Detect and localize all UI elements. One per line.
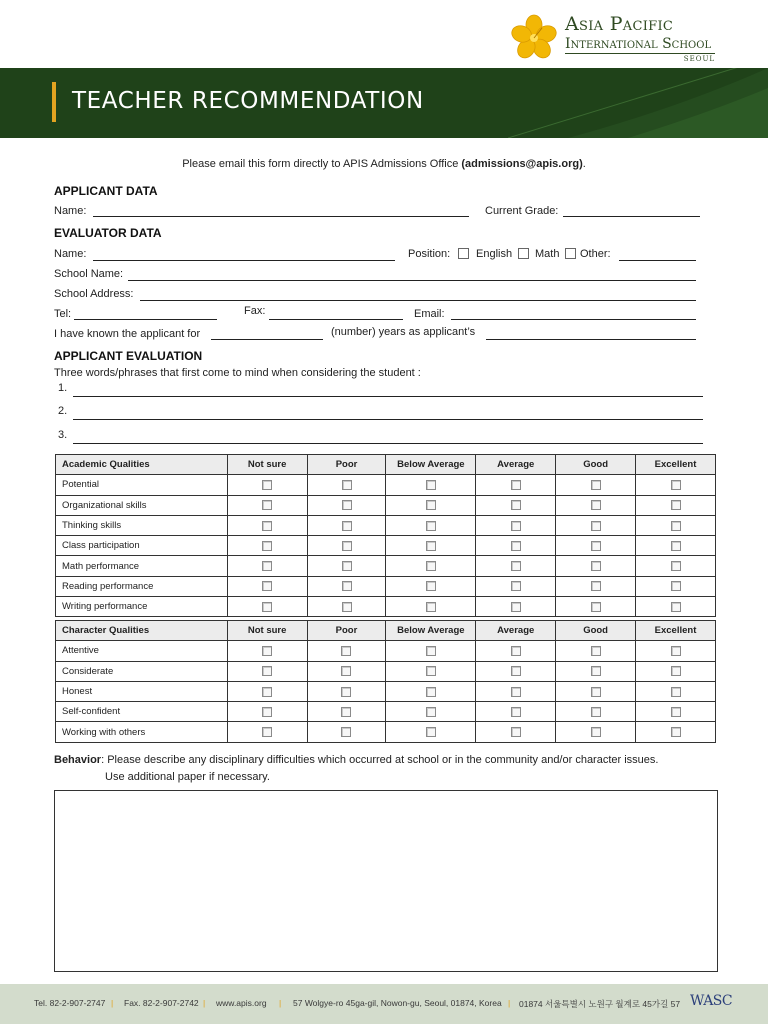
rating-cell <box>636 576 716 596</box>
position-english-label: English <box>476 248 513 260</box>
behavior-instructions <box>54 752 658 786</box>
rating-cell <box>227 641 307 661</box>
rating-checkbox-reading-performance-below-average[interactable] <box>426 581 436 591</box>
rating-cell <box>307 702 386 722</box>
behavior-text: : Please describe any disciplinary difficulties which occurred at school or in the community and/or character issues. <box>101 754 659 766</box>
rating-checkbox-class-participation-excellent[interactable] <box>671 541 681 551</box>
school-name-label: School Name: <box>54 268 124 280</box>
email-label: Email: <box>414 308 445 320</box>
logo-line1: Asia Pacific <box>565 13 674 35</box>
known-applicant-label: I have known the applicant for <box>54 328 201 340</box>
character-qualities-header: Character Qualities <box>56 621 228 641</box>
rating-checkbox-class-participation-good[interactable] <box>591 541 601 551</box>
rating-checkbox-organizational-skills-below-average[interactable] <box>426 500 436 510</box>
intro-end: . <box>582 158 586 170</box>
rating-cell <box>476 495 556 515</box>
rating-cell <box>307 536 386 556</box>
rating-checkbox-potential-below-average[interactable] <box>426 480 436 490</box>
rating-cell <box>386 556 476 576</box>
rating-checkbox-class-participation-below-average[interactable] <box>426 541 436 551</box>
position-english-checkbox[interactable] <box>458 248 469 259</box>
rating-cell <box>227 495 307 515</box>
academic-header-row <box>56 455 716 475</box>
applicant-name-label: Name: <box>54 205 87 217</box>
rating-cell <box>556 576 636 596</box>
column-header-excellent: Excellent <box>636 455 716 475</box>
column-header-poor: Poor <box>307 455 386 475</box>
phrase-3-field[interactable] <box>73 443 703 444</box>
table-row <box>56 597 716 617</box>
quality-label: Class participation <box>56 536 228 556</box>
rating-cell <box>476 641 556 661</box>
banner-accent-bar <box>52 82 56 122</box>
phrase-2-field[interactable] <box>73 419 703 420</box>
rating-cell <box>636 661 716 681</box>
rating-checkbox-potential-average[interactable] <box>511 480 521 490</box>
table-row <box>56 661 716 681</box>
rating-checkbox-reading-performance-excellent[interactable] <box>671 581 681 591</box>
column-header-below-average: Below Average <box>386 621 476 641</box>
years-known-field[interactable] <box>211 339 323 340</box>
rating-cell <box>386 681 476 701</box>
rating-cell <box>636 515 716 535</box>
rating-cell <box>386 597 476 617</box>
intro-sentence: Please email this form directly to APIS Admissions Office <box>182 158 462 170</box>
admissions-email[interactable]: (admissions@apis.org) <box>461 158 583 170</box>
rating-checkbox-organizational-skills-excellent[interactable] <box>671 500 681 510</box>
table-row <box>56 556 716 576</box>
logo-line2: International School <box>565 36 715 54</box>
rating-cell <box>386 702 476 722</box>
rating-checkbox-honest-poor[interactable] <box>341 687 351 697</box>
rating-checkbox-thinking-skills-average[interactable] <box>511 521 521 531</box>
rating-cell <box>636 681 716 701</box>
table-row <box>56 495 716 515</box>
rating-cell <box>556 475 636 495</box>
applicant-name-field[interactable] <box>93 216 469 217</box>
school-address-label: School Address: <box>54 288 134 300</box>
fax-field[interactable] <box>269 319 403 320</box>
rating-checkbox-attentive-excellent[interactable] <box>671 646 681 656</box>
rating-cell <box>227 597 307 617</box>
rating-cell <box>476 515 556 535</box>
applicant-data-heading: APPLICANT DATA <box>54 184 158 198</box>
rating-checkbox-thinking-skills-excellent[interactable] <box>671 521 681 531</box>
rating-checkbox-working-with-others-excellent[interactable] <box>671 727 681 737</box>
rating-checkbox-thinking-skills-below-average[interactable] <box>426 521 436 531</box>
rating-checkbox-organizational-skills-good[interactable] <box>591 500 601 510</box>
rating-cell <box>227 536 307 556</box>
rating-cell <box>386 475 476 495</box>
rating-checkbox-self-confident-poor[interactable] <box>341 707 351 717</box>
rating-cell <box>476 475 556 495</box>
phrase-number-1: 1. <box>58 382 68 394</box>
rating-cell <box>636 722 716 742</box>
email-field[interactable] <box>451 319 696 320</box>
rating-cell <box>386 641 476 661</box>
quality-label: Working with others <box>56 722 228 742</box>
rating-checkbox-attentive-not-sure[interactable] <box>262 646 272 656</box>
rating-checkbox-self-confident-below-average[interactable] <box>426 707 436 717</box>
rating-cell <box>476 702 556 722</box>
rating-cell <box>227 722 307 742</box>
school-name-field[interactable] <box>128 280 696 281</box>
footer <box>0 984 768 1024</box>
rating-cell <box>227 475 307 495</box>
rating-checkbox-math-performance-below-average[interactable] <box>426 561 436 571</box>
rating-checkbox-working-with-others-poor[interactable] <box>341 727 351 737</box>
rating-checkbox-writing-performance-not-sure[interactable] <box>262 602 272 612</box>
character-qualities-table <box>55 620 716 743</box>
position-math-label: Math <box>535 248 560 260</box>
footer-separator: | <box>279 998 282 1008</box>
rating-checkbox-attentive-average[interactable] <box>511 646 521 656</box>
rating-checkbox-potential-poor[interactable] <box>342 480 352 490</box>
evaluator-name-label: Name: <box>54 248 87 260</box>
rating-cell <box>636 536 716 556</box>
rating-checkbox-self-confident-average[interactable] <box>511 707 521 717</box>
rating-checkbox-considerate-good[interactable] <box>591 666 601 676</box>
rating-checkbox-working-with-others-average[interactable] <box>511 727 521 737</box>
rating-cell <box>476 722 556 742</box>
rating-cell <box>636 597 716 617</box>
table-row <box>56 515 716 535</box>
rating-checkbox-math-performance-average[interactable] <box>511 561 521 571</box>
tel-label: Tel: <box>54 308 72 320</box>
rating-cell <box>476 661 556 681</box>
quality-label: Writing performance <box>56 597 228 617</box>
position-math-checkbox[interactable] <box>518 248 529 259</box>
rating-cell <box>307 681 386 701</box>
evaluator-data-heading: EVALUATOR DATA <box>54 226 162 240</box>
rating-cell <box>307 576 386 596</box>
rating-checkbox-organizational-skills-not-sure[interactable] <box>262 500 272 510</box>
rating-checkbox-thinking-skills-poor[interactable] <box>342 521 352 531</box>
current-grade-label: Current Grade: <box>485 205 559 217</box>
fax-label: Fax: <box>244 305 266 317</box>
rating-checkbox-potential-good[interactable] <box>591 480 601 490</box>
rating-checkbox-considerate-not-sure[interactable] <box>262 666 272 676</box>
column-header-average: Average <box>476 621 556 641</box>
rating-cell <box>556 641 636 661</box>
footer-fax: Fax. 82-2-907-2742 <box>124 998 199 1008</box>
table-row <box>56 576 716 596</box>
column-header-good: Good <box>556 455 636 475</box>
rating-checkbox-attentive-poor[interactable] <box>341 646 351 656</box>
footer-address-korean: 01874 서울특별시 노원구 월계로 45가길 57 <box>519 999 681 1009</box>
years-as-label: (number) years as applicant’s <box>331 326 476 338</box>
rating-cell <box>556 556 636 576</box>
rating-checkbox-writing-performance-excellent[interactable] <box>671 602 681 612</box>
quality-label: Attentive <box>56 641 228 661</box>
rating-cell <box>636 556 716 576</box>
table-row <box>56 722 716 742</box>
rating-checkbox-attentive-good[interactable] <box>591 646 601 656</box>
rating-cell <box>476 576 556 596</box>
rating-checkbox-thinking-skills-not-sure[interactable] <box>262 521 272 531</box>
footer-separator: | <box>203 998 206 1008</box>
rating-checkbox-thinking-skills-good[interactable] <box>591 521 601 531</box>
rating-checkbox-math-performance-not-sure[interactable] <box>262 561 272 571</box>
rating-checkbox-organizational-skills-poor[interactable] <box>342 500 352 510</box>
rating-checkbox-class-participation-poor[interactable] <box>342 541 352 551</box>
rating-checkbox-writing-performance-below-average[interactable] <box>426 602 436 612</box>
column-header-below-average: Below Average <box>386 455 476 475</box>
rating-cell <box>307 475 386 495</box>
rating-checkbox-potential-not-sure[interactable] <box>262 480 272 490</box>
rating-checkbox-reading-performance-not-sure[interactable] <box>262 581 272 591</box>
rating-checkbox-reading-performance-average[interactable] <box>511 581 521 591</box>
rating-checkbox-reading-performance-good[interactable] <box>591 581 601 591</box>
rating-cell <box>307 556 386 576</box>
rating-cell <box>307 641 386 661</box>
rating-checkbox-class-participation-average[interactable] <box>511 541 521 551</box>
academic-qualities-header: Academic Qualities <box>56 455 228 475</box>
rating-cell <box>556 495 636 515</box>
column-header-excellent: Excellent <box>636 621 716 641</box>
column-header-poor: Poor <box>307 621 386 641</box>
school-address-field[interactable] <box>140 300 696 301</box>
quality-label: Self-confident <box>56 702 228 722</box>
rating-cell <box>556 681 636 701</box>
banner-decoration <box>508 68 768 138</box>
applicant-evaluation-heading: APPLICANT EVALUATION <box>54 349 203 363</box>
table-row <box>56 681 716 701</box>
rating-cell <box>307 722 386 742</box>
tel-field[interactable] <box>74 319 217 320</box>
rating-checkbox-considerate-average[interactable] <box>511 666 521 676</box>
rating-checkbox-math-performance-good[interactable] <box>591 561 601 571</box>
rating-cell <box>636 641 716 661</box>
school-logo <box>510 12 720 64</box>
rating-cell <box>636 495 716 515</box>
wasc-logo: WASC <box>690 993 733 1009</box>
rating-checkbox-self-confident-not-sure[interactable] <box>262 707 272 717</box>
quality-label: Reading performance <box>56 576 228 596</box>
rating-cell <box>227 515 307 535</box>
rating-checkbox-honest-excellent[interactable] <box>671 687 681 697</box>
table-row <box>56 536 716 556</box>
quality-label: Organizational skills <box>56 495 228 515</box>
rating-cell <box>476 681 556 701</box>
rating-checkbox-honest-not-sure[interactable] <box>262 687 272 697</box>
academic-qualities-table <box>55 454 716 617</box>
quality-label: Considerate <box>56 661 228 681</box>
rating-checkbox-writing-performance-average[interactable] <box>511 602 521 612</box>
behavior-label: Behavior <box>54 754 102 766</box>
rating-checkbox-honest-average[interactable] <box>511 687 521 697</box>
evaluator-name-field[interactable] <box>93 260 395 261</box>
rating-cell <box>636 702 716 722</box>
hibiscus-logo-icon <box>510 14 558 62</box>
position-other-field[interactable] <box>619 260 696 261</box>
position-other-label: Other: <box>580 248 611 260</box>
rating-checkbox-considerate-excellent[interactable] <box>671 666 681 676</box>
rating-cell <box>227 661 307 681</box>
rating-cell <box>386 536 476 556</box>
rating-checkbox-working-with-others-good[interactable] <box>591 727 601 737</box>
rating-checkbox-self-confident-good[interactable] <box>591 707 601 717</box>
position-label: Position: <box>408 248 451 260</box>
phrase-number-3: 3. <box>58 429 68 441</box>
rating-cell <box>307 515 386 535</box>
phrase-1-field[interactable] <box>73 396 703 397</box>
rating-checkbox-potential-excellent[interactable] <box>671 480 681 490</box>
footer-separator: | <box>508 998 511 1008</box>
rating-cell <box>476 536 556 556</box>
rating-cell <box>476 556 556 576</box>
rating-cell <box>556 722 636 742</box>
phrase-number-2: 2. <box>58 405 68 417</box>
footer-website[interactable]: www.apis.org <box>216 998 267 1008</box>
rating-cell <box>556 597 636 617</box>
rating-checkbox-math-performance-excellent[interactable] <box>671 561 681 571</box>
rating-checkbox-organizational-skills-average[interactable] <box>511 500 521 510</box>
rating-cell <box>386 495 476 515</box>
column-header-not-sure: Not sure <box>227 621 307 641</box>
rating-checkbox-writing-performance-poor[interactable] <box>342 602 352 612</box>
rating-cell <box>556 536 636 556</box>
column-header-average: Average <box>476 455 556 475</box>
intro-text <box>0 158 768 170</box>
rating-checkbox-writing-performance-good[interactable] <box>591 602 601 612</box>
rating-checkbox-math-performance-poor[interactable] <box>342 561 352 571</box>
rating-checkbox-self-confident-excellent[interactable] <box>671 707 681 717</box>
rating-cell <box>227 702 307 722</box>
quality-label: Math performance <box>56 556 228 576</box>
rating-checkbox-class-participation-not-sure[interactable] <box>262 541 272 551</box>
rating-cell <box>227 576 307 596</box>
rating-checkbox-considerate-poor[interactable] <box>341 666 351 676</box>
rating-checkbox-working-with-others-below-average[interactable] <box>426 727 436 737</box>
page-title: TEACHER RECOMMENDATION <box>72 88 424 114</box>
rating-cell <box>307 661 386 681</box>
rating-cell <box>227 681 307 701</box>
relationship-field[interactable] <box>486 339 696 340</box>
rating-cell <box>307 495 386 515</box>
rating-cell <box>556 515 636 535</box>
rating-cell <box>386 515 476 535</box>
title-banner <box>0 68 768 138</box>
rating-cell <box>636 475 716 495</box>
rating-cell <box>386 661 476 681</box>
footer-separator: | <box>111 998 114 1008</box>
rating-cell <box>386 576 476 596</box>
quality-label: Thinking skills <box>56 515 228 535</box>
column-header-good: Good <box>556 621 636 641</box>
three-words-prompt: Three words/phrases that first come to mind when considering the student : <box>54 367 421 379</box>
logo-line3: SEOUL <box>683 55 715 63</box>
rating-checkbox-considerate-below-average[interactable] <box>426 666 436 676</box>
footer-address: 57 Wolgye-ro 45ga-gil, Nowon-gu, Seoul, 01874, Korea <box>293 998 502 1008</box>
rating-cell <box>476 597 556 617</box>
table-row <box>56 641 716 661</box>
quality-label: Honest <box>56 681 228 701</box>
behavior-response-box[interactable] <box>54 790 718 972</box>
quality-label: Potential <box>56 475 228 495</box>
footer-tel: Tel. 82-2-907-2747 <box>34 998 106 1008</box>
rating-checkbox-honest-good[interactable] <box>591 687 601 697</box>
rating-checkbox-honest-below-average[interactable] <box>426 687 436 697</box>
rating-cell <box>556 661 636 681</box>
rating-checkbox-reading-performance-poor[interactable] <box>342 581 352 591</box>
table-row <box>56 475 716 495</box>
behavior-text-2: Use additional paper if necessary. <box>105 771 270 783</box>
character-header-row <box>56 621 716 641</box>
column-header-not-sure: Not sure <box>227 455 307 475</box>
rating-cell <box>227 556 307 576</box>
current-grade-field[interactable] <box>563 216 700 217</box>
rating-cell <box>307 597 386 617</box>
table-row <box>56 702 716 722</box>
rating-cell <box>386 722 476 742</box>
rating-checkbox-working-with-others-not-sure[interactable] <box>262 727 272 737</box>
rating-checkbox-attentive-below-average[interactable] <box>426 646 436 656</box>
rating-cell <box>556 702 636 722</box>
position-other-checkbox[interactable] <box>565 248 576 259</box>
